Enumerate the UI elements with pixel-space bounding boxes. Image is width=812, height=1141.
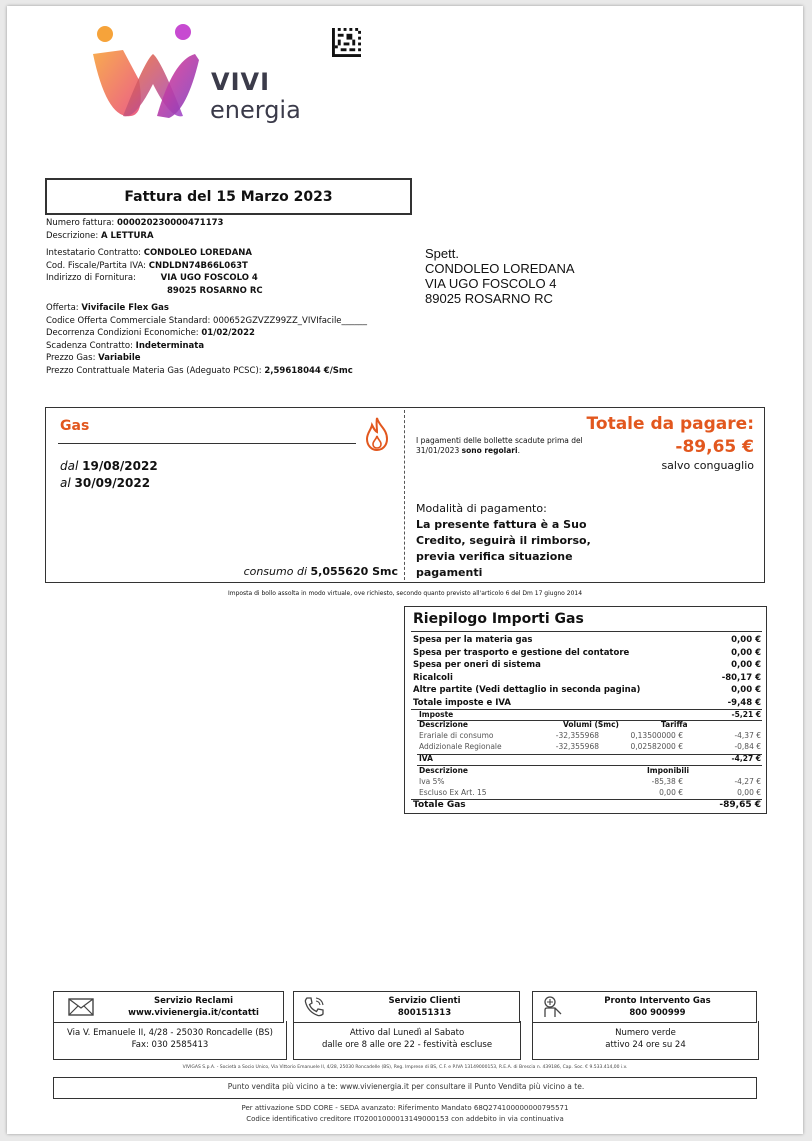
bollo-note: Imposta di bollo assolta in modo virtuale, ove richiesto, secondo quanto previsto all'articolo 6 del Dm 17 giugno 2014 [227,590,583,597]
gas-summary-box [45,407,765,583]
detail-codice-offerta: Codice Offerta Commerciale Standard: 000652GZVZZ99ZZ_VIVIfacile______ [46,315,368,326]
gas-emergency-icon [541,995,563,1019]
total-due-label: Totale da pagare: [586,414,754,434]
payments-status: I pagamenti delle bollette scadute prima del 31/01/2023 sono regolari. [416,436,583,455]
gas-heading: Gas [60,418,90,434]
tab1-row: Addizionale Regionale -32,355968 0,02582000 € -0,84 € [419,742,761,751]
imposte-row: Imposte -5,21 € [419,710,761,719]
logo-mark-icon [87,20,207,125]
recipient-address [425,246,575,306]
detail-scadenza: Scadenza Contratto: Indeterminata [46,340,205,351]
totale-gas-row: Totale Gas -89,65 € [413,800,761,810]
period-to: al 30/09/2022 [60,476,151,490]
riepilogo-row: Totale imposte e IVA -9,48 € [413,697,761,708]
sdd-line-2: Codice identificativo creditore IT02001000013149000153 con addebito in via continuativa [246,1115,564,1123]
riepilogo-title-divider [411,631,762,632]
iva-row: IVA -4,27 € [419,754,761,763]
punto-vendita-text: Punto vendita più vicino a te: www.vivienergia.it per consultare il Punto Vendita più vicino a te. [227,1082,585,1091]
reclami-fax: Fax: 030 2585413 [131,1040,209,1050]
sdd-line-1: Per attivazione SDD CORE - SEDA avanzato: Riferimento Mandato 68Q274100000000795571 [241,1104,569,1112]
riepilogo-row: Spesa per oneri di sistema 0,00 € [413,660,761,670]
riepilogo-box [404,606,767,814]
legal-text: VIVIGAS S.p.A. - Società a Socio Unico, Via Vittorio Emanuele II, 4/28, 25030 Roncadelle (BS), Reg. Imprese di BS, C.F. e P.IVA 13149000153, R.E.A. di Brescia n. 439186, Cap. Soc. € 9.533.414,00 i.v. [182,1065,628,1070]
vivi-energia-logo [87,20,307,125]
recipient-name: CONDOLEO LOREDANA [425,261,575,276]
clienti-hours-1: Attivo dal Lunedì al Sabato [349,1028,465,1038]
pronto-box [532,991,757,1023]
clienti-title: Servizio Clienti [388,996,461,1006]
riepilogo-row: Altre partite (Vedi dettaglio in seconda pagina) 0,00 € [413,685,761,695]
tab1-row: Erariale di consumo -32,355968 0,13500000 € -4,37 € [419,731,761,740]
invoice-details [46,217,367,377]
logo-text-vivi: VIVI [211,68,271,96]
recipient-street: VIA UGO FOSCOLO 4 [425,276,557,291]
pronto-line-1: Numero verde [615,1028,676,1038]
phone-icon [302,995,326,1019]
reclami-address: Via V. Emanuele II, 4/28 - 25030 Roncadelle (BS) [67,1028,273,1038]
pronto-title: Pronto Intervento Gas [604,996,711,1006]
detail-cf: Cod. Fiscale/Partita IVA: CNDLDN74B66L063T [46,260,248,271]
riepilogo-row: Spesa per la materia gas 0,00 € [413,635,761,645]
reclami-details [53,1021,287,1060]
tab1-header: Descrizione Volumi (Smc) Tariffa [419,720,688,729]
detail-numero: Numero fattura: 000020230000471173 [46,218,224,228]
period-from: dal 19/08/2022 [60,459,158,473]
recipient-city: 89025 ROSARNO RC [425,291,553,306]
gas-consumption: consumo di 5,055620 Smc [243,565,398,578]
detail-indirizzo: Indirizzo di Fornitura: VIA UGO FOSCOLO 4 [46,273,258,283]
riepilogo-title: Riepilogo Importi Gas [413,611,584,627]
tab2-row: Iva 5% -85,38 € -4,27 € [419,777,761,786]
riepilogo-row: Spesa per trasporto e gestione del contatore 0,00 € [413,647,761,658]
payment-method-text: La presente fattura è a Suo Credito, seguirà il rimborso, previa verifica situazione pagamenti [416,518,591,579]
clienti-hours-2: dalle ore 8 alle ore 22 - festività escluse [321,1040,493,1050]
invoice-page [7,6,803,1134]
clienti-box [293,991,520,1023]
detail-prezzo-gas: Prezzo Gas: Variabile [46,353,141,363]
gas-period [60,458,158,492]
flame-icon [364,416,390,452]
pronto-number[interactable]: 800 900999 [629,1008,686,1018]
detail-decorrenza: Decorrenza Condizioni Economiche: 01/02/2022 [46,328,255,338]
invoice-title: Fattura del 15 Marzo 2023 [45,178,412,215]
clienti-details [293,1021,521,1060]
reclami-site[interactable]: www.vivienergia.it/contatti [128,1008,259,1018]
clienti-number[interactable]: 800151313 [397,1008,452,1018]
detail-intestatario: Intestatario Contratto: CONDOLEO LOREDANA [46,248,253,258]
envelope-icon [68,998,94,1016]
payment-method [416,501,606,581]
pronto-details [532,1021,759,1060]
payment-method-label: Modalità di pagamento: [416,502,547,515]
recipient-spett: Spett. [425,246,459,261]
datamatrix-code-icon [332,28,361,57]
logo-text-energia: energia [210,96,301,124]
total-due-note: salvo conguaglio [661,459,754,472]
reclami-box [53,991,284,1023]
detail-descrizione: Descrizione: A LETTURA [46,230,154,241]
total-due [587,412,754,474]
detail-indirizzo-2: 89025 ROSARNO RC [167,285,263,296]
gas-heading-divider [58,443,356,444]
tab2-header: Descrizione Imponibili [419,766,690,775]
detail-prezzo-contrattuale: Prezzo Contrattuale Materia Gas (Adeguato PCSC): 2,59618044 €/Smc [46,365,353,376]
riepilogo-row: Ricalcoli -80,17 € [413,672,761,683]
gas-box-divider [404,410,405,580]
tab2-row: Escluso Ex Art. 15 0,00 € 0,00 € [419,788,761,797]
pronto-line-2: attivo 24 ore su 24 [605,1040,686,1050]
detail-offerta: Offerta: Vivifacile Flex Gas [46,303,169,313]
reclami-title: Servizio Reclami [154,996,233,1006]
total-due-amount: -89,65 € [675,437,754,457]
